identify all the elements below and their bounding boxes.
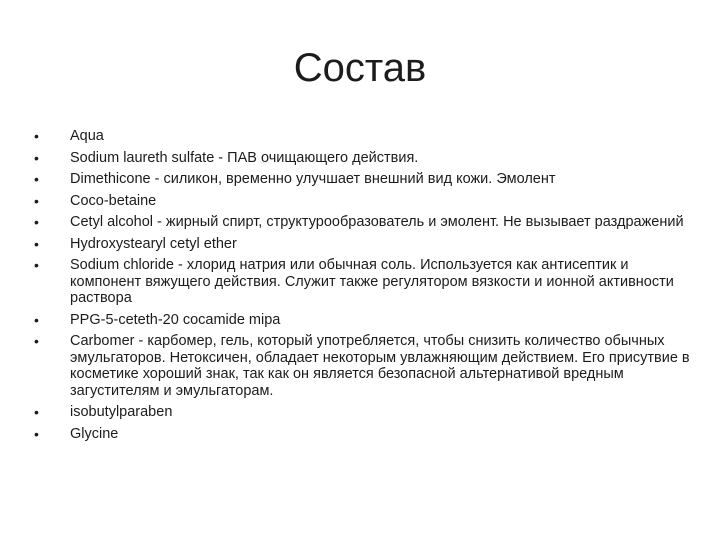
list-item: [34, 333, 694, 399]
list-item-text: Glycine: [70, 425, 119, 442]
list-item-text: Coco-betaine: [70, 192, 157, 209]
list-item-text: Dimethicone - силикон, временно улучшает внешний вид кожи. Эмолент: [70, 171, 556, 187]
list-item-text: Aqua: [70, 128, 104, 144]
bullet-icon: •: [34, 171, 39, 187]
list-item: [34, 128, 694, 145]
list-item-text: isobutylparaben: [70, 404, 173, 420]
list-item: [34, 171, 694, 188]
slide-title: Состав: [293, 46, 427, 90]
list-item: [34, 312, 694, 329]
list-item: [34, 150, 694, 167]
bullet-icon: •: [34, 192, 39, 209]
list-item: [34, 193, 694, 210]
list-item-text: Cetyl alcohol - жирный спирт, структурообразователь и эмолент. Не вызывает раздражений: [70, 214, 684, 230]
list-item-text: Sodium chloride - хлорид натрия или обычная соль. Используется как антисептик и компонент вяжущего действия. Служит также регулятором вязкости и ионной активности раствора: [70, 257, 674, 306]
bullet-icon: •: [34, 333, 39, 349]
list-item-text: PPG-5-ceteth-20 cocamide mipa: [70, 311, 281, 328]
list-item: [34, 426, 694, 443]
bullet-icon: •: [34, 404, 39, 420]
bullet-icon: •: [34, 311, 39, 328]
list-item-text: Carbomer - карбомер, гель, который употребляется, чтобы снизить количество обычных эмульгаторов. Нетоксичен, обладает некоторым увлажняющим действием. Его присутвие в косметике хороший знак, так как он является безопасной альтернативой вредным загустителям и эмульгаторам.: [70, 333, 690, 399]
list-item: [34, 257, 694, 307]
list-item: [34, 214, 694, 231]
ingredient-list: [34, 128, 694, 447]
bullet-icon: •: [34, 149, 39, 166]
bullet-icon: •: [34, 214, 39, 230]
list-item-text: Hydroxystearyl cetyl ether: [70, 235, 237, 252]
list-item-text: Sodium laureth sulfate - ПАВ очищающего действия.: [70, 149, 419, 166]
list-item: [34, 236, 694, 253]
list-item: [34, 404, 694, 421]
bullet-icon: •: [34, 425, 39, 442]
bullet-icon: •: [34, 128, 39, 144]
bullet-icon: •: [34, 235, 39, 252]
bullet-icon: •: [34, 257, 39, 273]
